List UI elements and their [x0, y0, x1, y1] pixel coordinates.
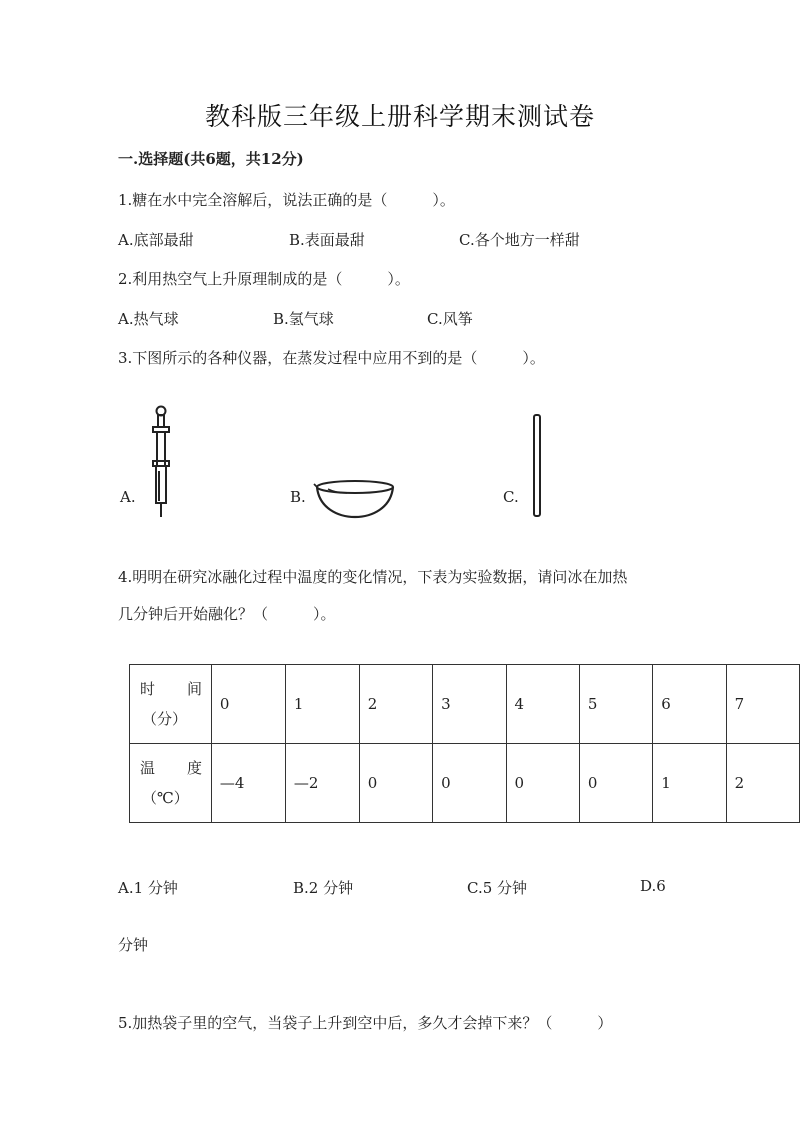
question-1-option-a: A.底部最甜 [118, 231, 194, 249]
table-header-time [130, 665, 212, 744]
question-2-stem: 2.利用热空气上升原理制成的是（ ）。 [118, 270, 410, 288]
question-1-stem: 1.糖在水中完全溶解后，说法正确的是（ ）。 [118, 191, 455, 209]
table-header-temperature [130, 744, 212, 823]
table-cell: 2 [726, 744, 799, 823]
table-cell: 1 [653, 744, 726, 823]
question-4-option-a: A.1 分钟 [118, 879, 178, 897]
header-char: 温 [140, 759, 156, 777]
page-title: 教科版三年级上册科学期末测试卷 [204, 102, 595, 131]
table-cell: 5 [579, 665, 652, 744]
question-1-option-c: C.各个地方一样甜 [459, 231, 580, 249]
question-3-option-c: C. [503, 488, 519, 506]
question-2-option-a: A.热气球 [118, 310, 179, 328]
table-cell: 3 [433, 665, 506, 744]
table-row-time [130, 665, 800, 744]
header-char: 时 [140, 680, 156, 698]
table-cell: 7 [726, 665, 799, 744]
glass-rod-icon [531, 414, 543, 518]
table-cell: 0 [211, 665, 285, 744]
table-cell: 0 [579, 744, 652, 823]
header-unit: （℃） [142, 789, 189, 807]
question-3-option-b: B. [290, 488, 306, 506]
header-unit: （分） [142, 710, 188, 728]
dropper-icon [148, 405, 174, 519]
question-4-option-d: D.6 [640, 877, 666, 895]
table-cell: 6 [653, 665, 726, 744]
table-cell: 0 [506, 744, 579, 823]
temperature-table [129, 664, 800, 823]
question-4-option-d-wrap: 分钟 [118, 936, 149, 954]
question-2-option-c: C.风筝 [427, 310, 473, 328]
header-char: 度 [186, 759, 202, 777]
question-3-option-a: A. [120, 488, 136, 506]
question-1-option-b: B.表面最甜 [289, 231, 365, 249]
table-cell: 2 [359, 665, 432, 744]
table-cell: —2 [285, 744, 359, 823]
evaporating-dish-icon [314, 478, 396, 520]
table-cell: 4 [506, 665, 579, 744]
question-4-option-b: B.2 分钟 [293, 879, 354, 897]
question-3-stem: 3.下图所示的各种仪器，在蒸发过程中应用不到的是（ ）。 [118, 349, 545, 367]
table-cell: —4 [211, 744, 285, 823]
table-cell: 0 [433, 744, 506, 823]
question-4-option-c: C.5 分钟 [467, 879, 528, 897]
table-row-temperature [130, 744, 800, 823]
table-cell: 0 [359, 744, 432, 823]
header-char: 间 [186, 680, 202, 698]
question-2-option-b: B.氢气球 [273, 310, 334, 328]
section-heading: 一.选择题(共6题，共12分) [118, 150, 304, 168]
table-cell: 1 [285, 665, 359, 744]
question-4-stem-line-1: 4.明明在研究冰融化过程中温度的变化情况，下表为实验数据，请问冰在加热 [118, 568, 628, 586]
question-4-stem-line-2: 几分钟后开始融化？（ ）。 [118, 605, 336, 623]
question-5-stem: 5.加热袋子里的空气，当袋子上升到空中后，多久才会掉下来？（ ） [118, 1014, 613, 1032]
